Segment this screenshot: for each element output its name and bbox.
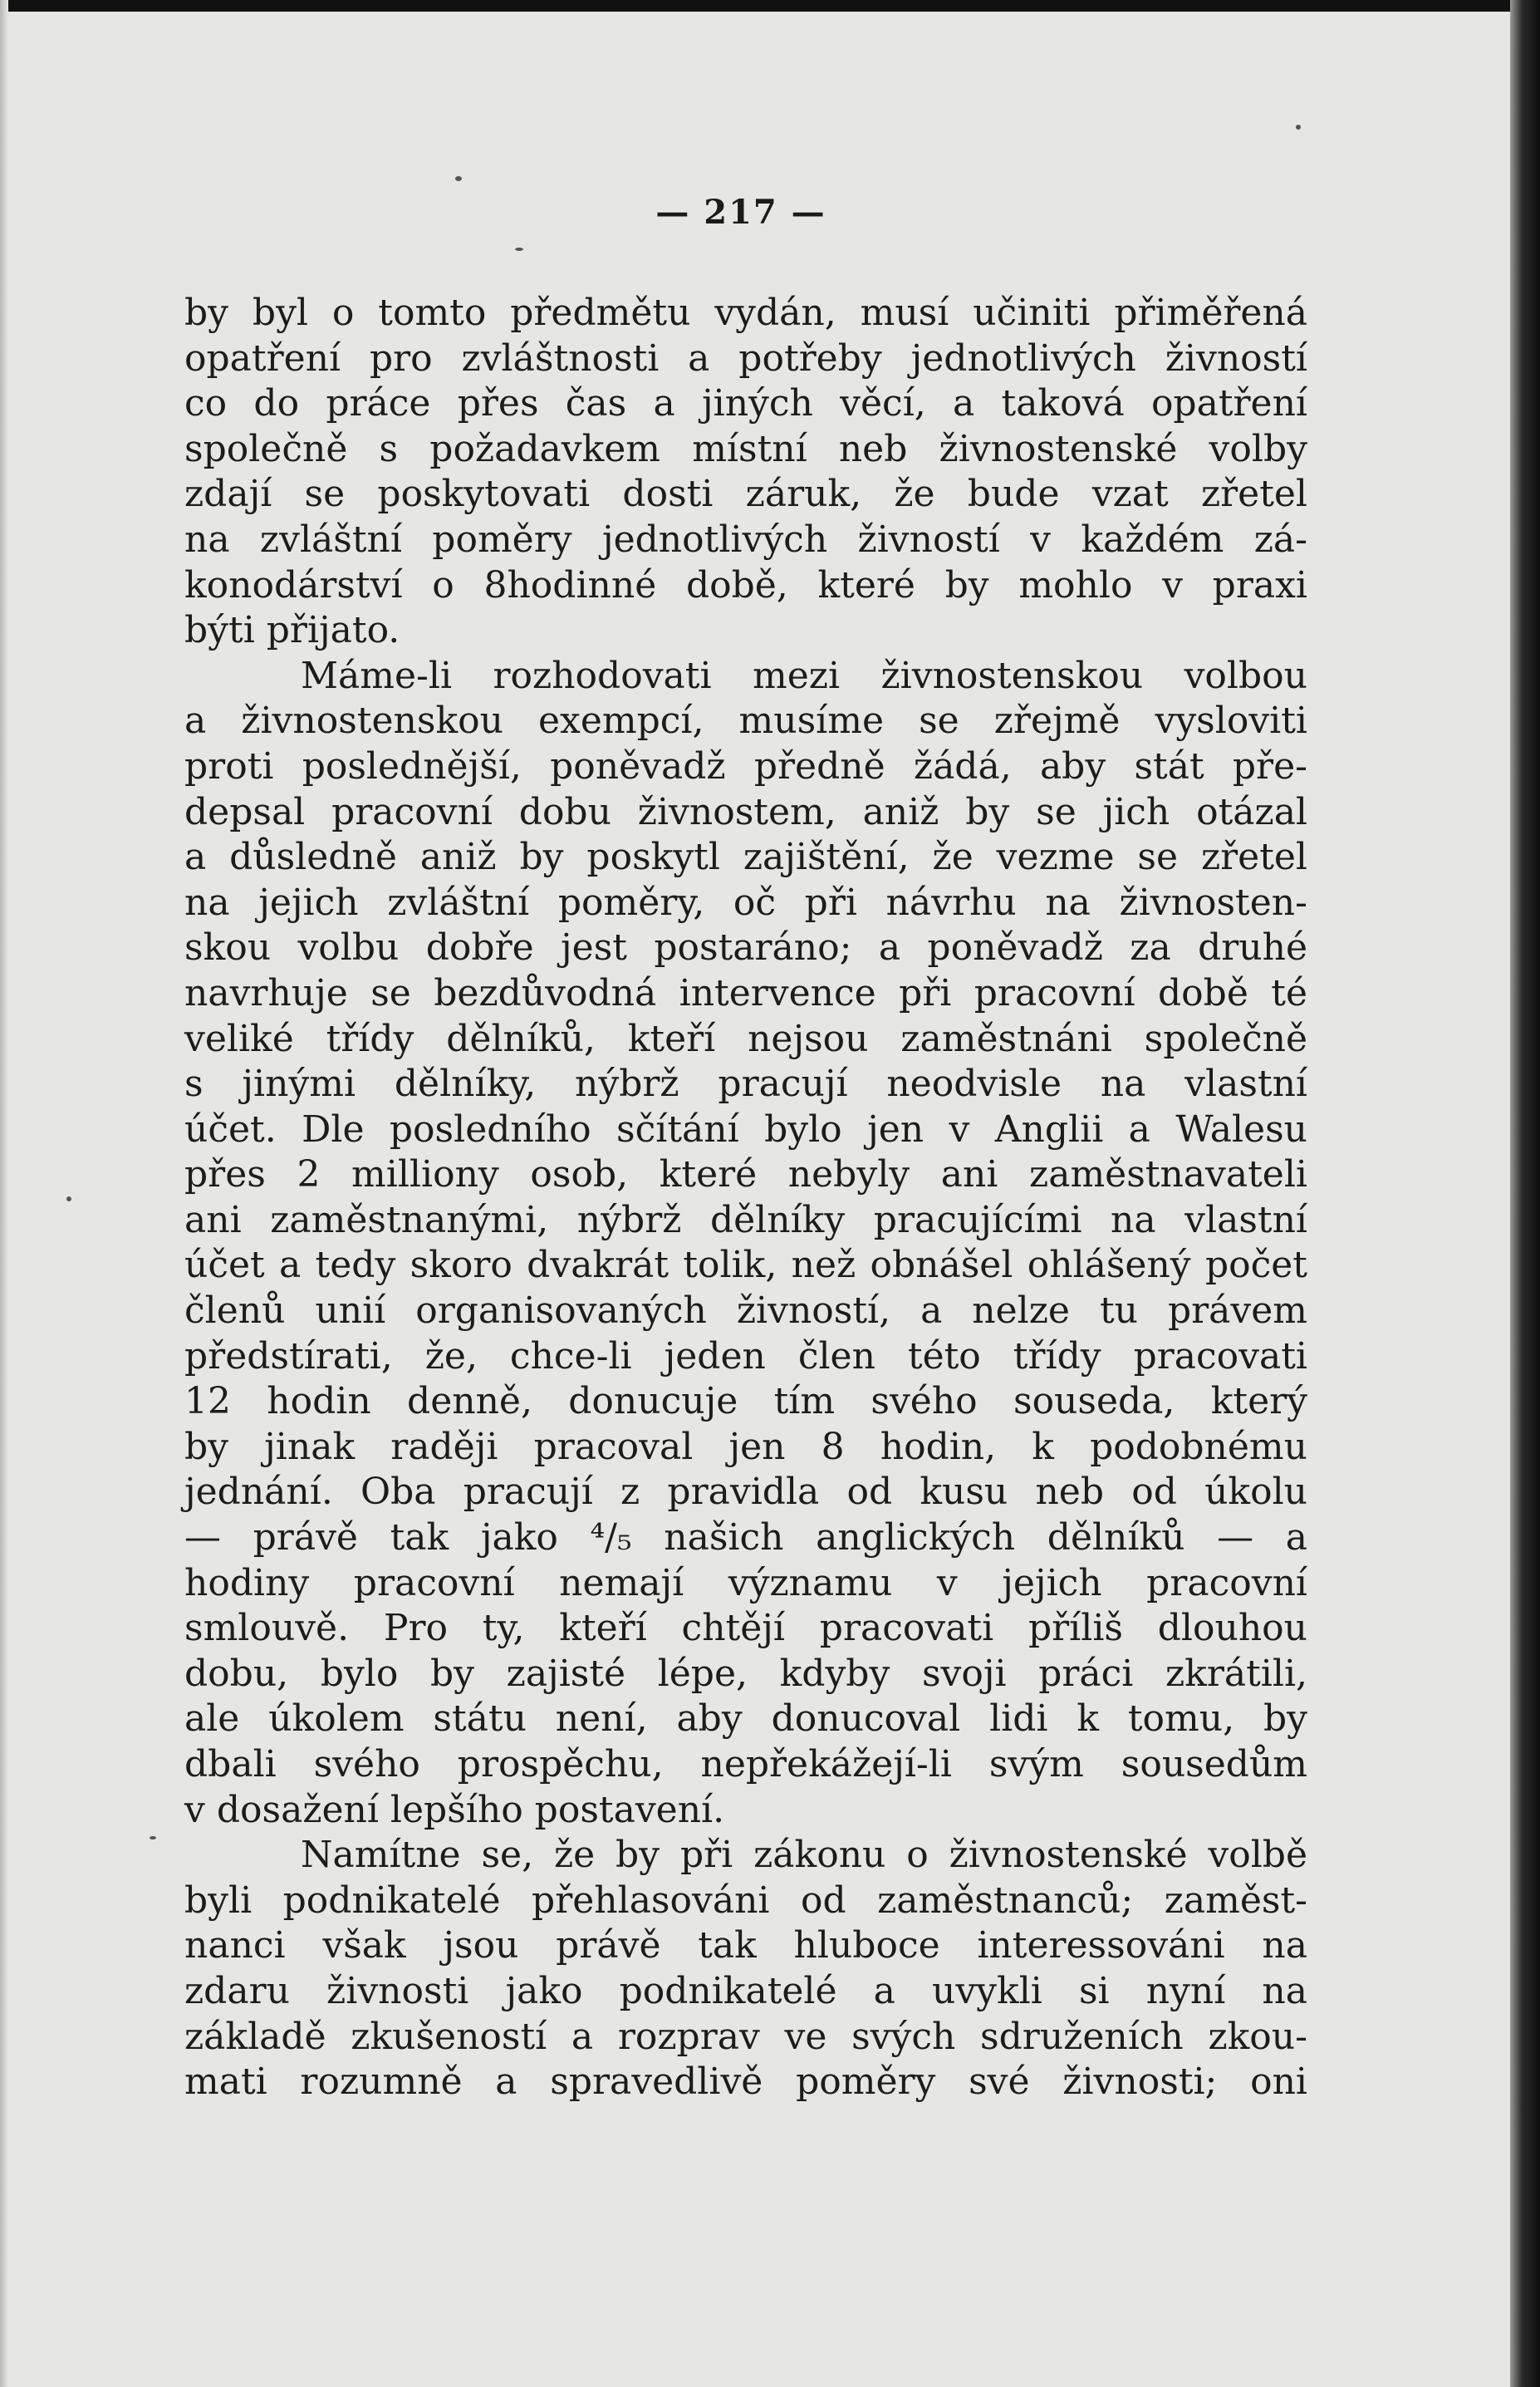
text-line: proti poslednější, poněvadž předně žádá, aby stát pře- bbox=[184, 744, 1307, 788]
text-line: a důsledně aniž by poskytl zajištění, že vezme se zřetel bbox=[184, 836, 1307, 879]
text-line: by jinak raději pracoval jen 8 hodin, k podobnému bbox=[184, 1425, 1307, 1468]
text-line: na zvláštní poměry jednotlivých živností v každém zá- bbox=[184, 518, 1307, 561]
text-line: zdají se poskytovati dosti záruk, že bude vzat zřetel bbox=[184, 473, 1307, 516]
ink-speck bbox=[455, 176, 462, 181]
text-line: zdaru živnosti jako podnikatelé a uvykli si nyní na bbox=[184, 1969, 1307, 2012]
scan-right-edge bbox=[1510, 0, 1540, 2387]
scan-top-edge bbox=[0, 0, 1540, 12]
text-line: nanci však jsou právě tak hluboce interessováni na bbox=[184, 1924, 1307, 1967]
text-line: dobu, bylo by zajisté lépe, kdyby svoji práci zkrátili, bbox=[184, 1652, 1307, 1695]
text-line: ale úkolem státu není, aby donucoval lidi k tomu, by bbox=[184, 1697, 1307, 1741]
text-line: účet a tedy skoro dvakrát tolik, než obnášel ohlášený počet bbox=[184, 1244, 1307, 1287]
ink-speck bbox=[515, 248, 523, 251]
ink-speck bbox=[66, 1196, 71, 1201]
text-line: dbali svého prospěchu, nepřekážejí-li svým sousedům bbox=[184, 1743, 1307, 1785]
text-line: základě zkušeností a rozprav ve svých sdruženích zkou- bbox=[184, 2015, 1307, 2058]
text-line: účet. Dle posledního sčítání bylo jen v Anglii a Walesu bbox=[184, 1108, 1307, 1151]
text-line: — právě tak jako ⁴/₅ našich anglických dělníků — a bbox=[184, 1516, 1307, 1559]
text-line: na jejich zvláštní poměry, oč při návrhu na živnosten- bbox=[184, 881, 1307, 924]
text-line: přes 2 milliony osob, které nebyly ani zaměstnavateli bbox=[184, 1153, 1307, 1196]
body-text bbox=[184, 291, 1307, 2105]
text-line: byli podnikatelé přehlasováni od zaměstnanců; zaměst- bbox=[184, 1879, 1307, 1922]
text-line: členů unií organisovaných živností, a nelze tu právem bbox=[184, 1289, 1307, 1333]
text-line: hodiny pracovní nemají významu v jejich pracovní bbox=[184, 1561, 1307, 1604]
text-line: s jinými dělníky, nýbrž pracují neodvisle na vlastní bbox=[184, 1063, 1307, 1106]
text-line: ani zaměstnanými, nýbrž dělníky pracujícími na vlastní bbox=[184, 1198, 1307, 1241]
text-line: 12 hodin denně, donucuje tím svého souseda, který bbox=[184, 1380, 1307, 1423]
text-line: v dosažení lepšího postavení. bbox=[184, 1788, 725, 1831]
text-line: předstírati, že, chce-li jeden člen této třídy pracovati bbox=[184, 1334, 1307, 1378]
text-line: veliké třídy dělníků, kteří nejsou zaměstnáni společně bbox=[184, 1017, 1307, 1060]
page-number: — 217 — bbox=[655, 193, 826, 232]
text-line: býti přijato. bbox=[184, 609, 400, 652]
text-line: jednání. Oba pracují z pravidla od kusu neb od úkolu bbox=[184, 1471, 1307, 1514]
text-line: by byl o tomto předmětu vydán, musí učiniti přiměřená bbox=[184, 292, 1307, 334]
text-line: skou volbu dobře jest postaráno; a poněvadž za druhé bbox=[184, 926, 1307, 970]
text-line: a živnostenskou exempcí, musíme se zřejmě vysloviti bbox=[184, 700, 1307, 743]
text-line: Máme-li rozhodovati mezi živnostenskou volbou bbox=[301, 654, 1307, 697]
scan-left-edge bbox=[0, 0, 8, 2387]
text-line: navrhuje se bezdůvodná intervence při pracovní době té bbox=[184, 971, 1307, 1014]
text-line: společně s požadavkem místní neb živnostenské volby bbox=[184, 427, 1307, 470]
text-line: Namítne se, že by při zákonu o živnostenské volbě bbox=[301, 1834, 1307, 1877]
text-line: depsal pracovní dobu živnostem, aniž by se jich otázal bbox=[184, 790, 1307, 833]
ink-speck bbox=[1296, 125, 1301, 130]
text-line: konodárství o 8hodinné době, které by mohlo v praxi bbox=[184, 563, 1307, 607]
text-line: mati rozumně a spravedlivě poměry své živnosti; oni bbox=[184, 2060, 1307, 2104]
ink-speck bbox=[150, 1836, 156, 1839]
text-line: co do práce přes čas a jiných věcí, a taková opatření bbox=[184, 382, 1307, 425]
text-line: opatření pro zvláštnosti a potřeby jednotlivých živností bbox=[184, 336, 1307, 380]
text-line: smlouvě. Pro ty, kteří chtějí pracovati příliš dlouhou bbox=[184, 1607, 1307, 1650]
